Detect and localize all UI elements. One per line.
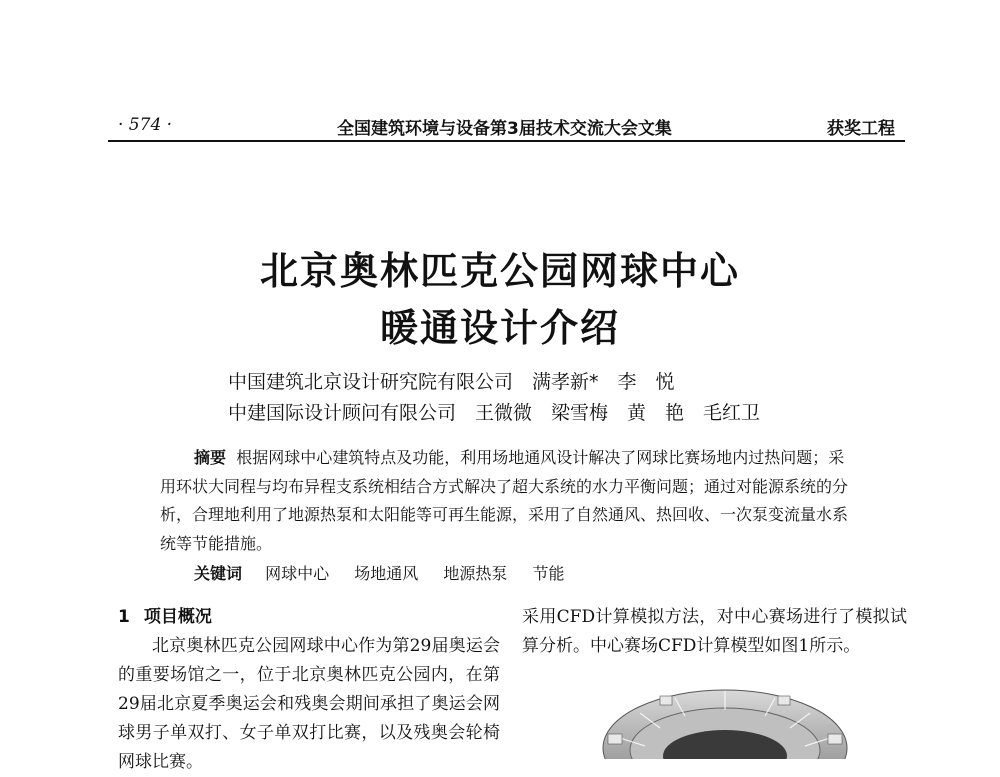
keyword: 场地通风	[354, 564, 419, 583]
right-column	[522, 603, 907, 661]
page-number: · 574 ·	[118, 115, 173, 135]
section-paragraph: 北京奥林匹克公园网球中心作为第29届奥运会的重要场馆之一，位于北京奥林匹克公园内，在第29届北京夏季奥运会和残奥会期间承担了奥运会网球男子单双打、女子单双打比赛，以及残奥会轮椅网球比赛。	[118, 636, 500, 772]
paper-title-line2: 暖通设计介绍	[379, 306, 620, 350]
section-number: 1	[118, 607, 130, 627]
journal-title: 全国建筑环境与设备第3届技术交流大会文集	[337, 119, 672, 139]
keywords-label: 关键词	[194, 564, 243, 583]
keyword: 网球中心	[265, 564, 330, 583]
abstract-text: 根据网球中心建筑特点及功能，利用场地通风设计解决了网球比赛场地内过热问题；采用环状大同程与均布异程支系统相结合方式解决了超大系统的水力平衡问题；通过对能源系统的分析，合理地利用了地源热泵和太阳能等可再生能源，采用了自然通风、热回收、一次泵变流量水系统等节能措施。	[160, 448, 849, 553]
section-label: 获奖工程	[827, 119, 895, 139]
stadium-cfd-model-image	[600, 668, 850, 759]
right-paragraph: 采用CFD计算模拟方法，对中心赛场进行了模拟试算分析。中心赛场CFD计算模型如图1所示。	[522, 607, 907, 656]
keyword: 节能	[532, 564, 565, 583]
paper-title-line1: 北京奥林匹克公园网球中心	[259, 249, 740, 293]
keywords	[194, 561, 584, 584]
section-title: 项目概况	[143, 607, 212, 627]
keyword: 地源热泵	[443, 564, 508, 583]
left-column	[118, 603, 500, 777]
abstract	[160, 444, 860, 558]
author-line-1: 中国建筑北京设计研究院有限公司 满孝新* 李 悦	[228, 371, 675, 393]
author-line-2: 中建国际设计顾问有限公司 王微微 梁雪梅 黄 艳 毛红卫	[228, 402, 761, 424]
abstract-label: 摘要	[194, 448, 227, 467]
stadium-model-graphic	[600, 668, 850, 759]
running-header	[108, 110, 905, 142]
section-heading	[118, 603, 500, 632]
